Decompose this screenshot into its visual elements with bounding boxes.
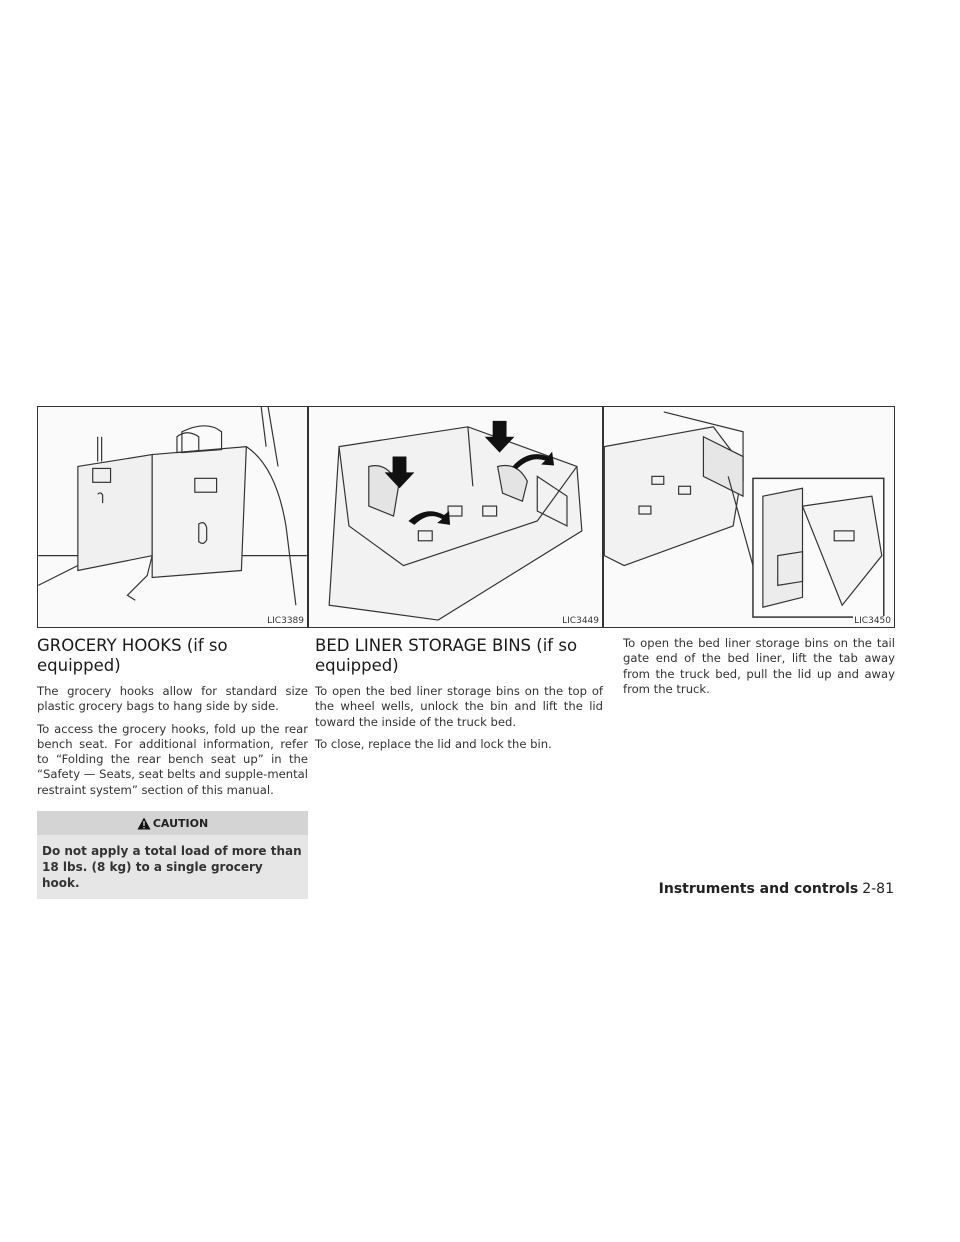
- figure-wheel-well-bins: [308, 406, 603, 628]
- footer-section-title: Instruments and controls: [658, 881, 859, 897]
- caution-header: [37, 811, 308, 835]
- paragraph: To close, replace the lid and lock the bin.: [315, 736, 552, 751]
- figure-code: LIC3449: [562, 616, 599, 626]
- section-bed-liner-bins: [315, 636, 603, 759]
- figure-code: LIC3389: [267, 616, 304, 626]
- grocery-hooks-illustration: [38, 407, 307, 627]
- figure-grocery-hooks: [37, 406, 308, 628]
- section-heading: BED LINER STORAGE BINS (if so equipped): [315, 636, 578, 675]
- page-footer: [659, 881, 894, 897]
- warning-icon: [137, 817, 151, 830]
- section-grocery-hooks: [37, 636, 308, 899]
- paragraph: To open the bed liner storage bins on the tail gate end of the bed liner, lift the tab away from the truck bed, pull the lid up and away from the truck.: [623, 636, 895, 696]
- caution-box: [37, 811, 308, 899]
- paragraph: To open the bed liner storage bins on the top of the wheel wells, unlock the bin and lift the lid toward the inside of the truck bed.: [315, 684, 603, 729]
- paragraph: To access the grocery hooks, fold up the rear bench seat. For additional information, refer to “Folding the rear bench seat up” in the “Safety — Seats, seat belts and supple-mental restraint system” section of this manual.: [37, 721, 308, 797]
- bed-liner-bins-illustration: [309, 407, 602, 627]
- figure-tailgate-bin: [603, 406, 895, 628]
- tailgate-bin-illustration: [604, 407, 894, 627]
- figure-code: LIC3450: [854, 616, 891, 626]
- page-number: 2-81: [862, 881, 894, 897]
- section-tailgate-bins: [623, 636, 895, 704]
- section-heading: GROCERY HOOKS (if so equipped): [37, 636, 228, 675]
- paragraph: The grocery hooks allow for standard size plastic grocery bags to hang side by side.: [37, 684, 308, 714]
- caution-title: CAUTION: [152, 816, 209, 830]
- caution-text: Do not apply a total load of more than 18 lbs. (8 kg) to a single grocery hook.: [42, 844, 302, 891]
